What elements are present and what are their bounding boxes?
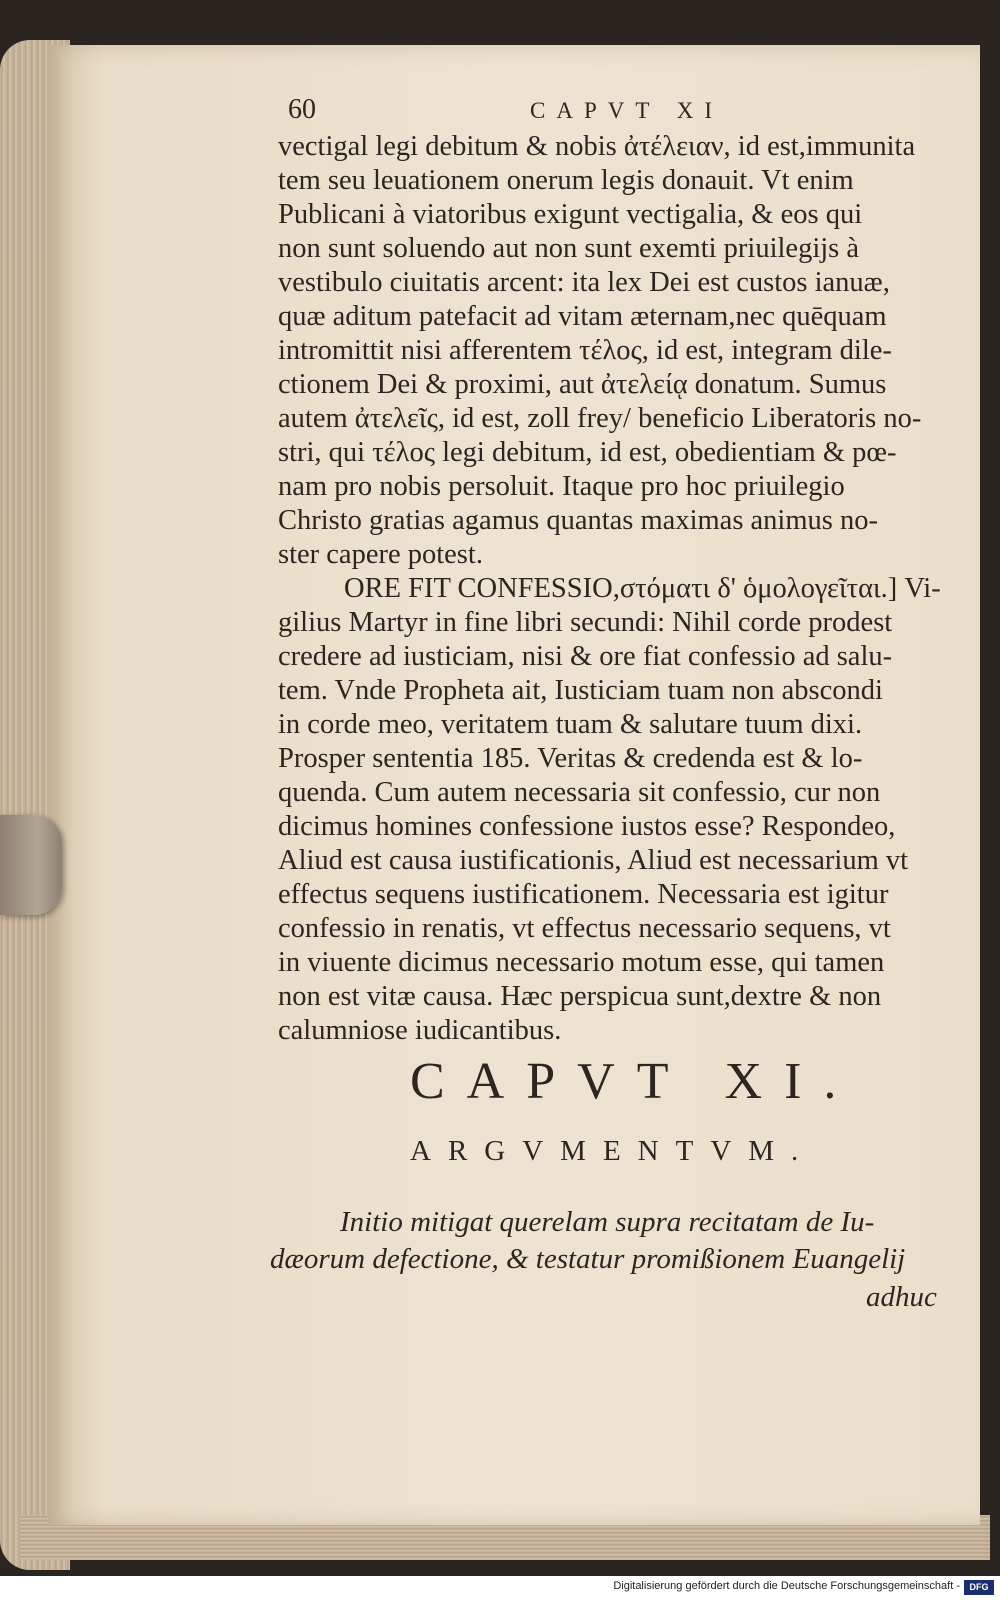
body-line: Prosper sententia 185. Veritas & credenda est & lo- (278, 743, 863, 774)
body-line: ctionem Dei & proximi, aut ἀτελείᾳ donatum. Sumus (278, 369, 887, 400)
body-line: non sunt soluendo aut non sunt exemti priuilegijs à (278, 233, 860, 264)
body-line: tem seu leuationem onerum legis donauit. Vt enim (278, 165, 854, 196)
book-clasp-strap (0, 815, 62, 915)
argument-line: Initio mitigat querelam supra recitatam de Iu- (340, 1206, 875, 1238)
body-line: non est vitæ causa. Hæc perspicua sunt,dextre & non (278, 981, 882, 1012)
argument-line: dæorum defectione, & testatur promißionem Euangelij (270, 1243, 906, 1275)
body-line: ORE FIT CONFESSIO,στόματι δ' ὁμολογεῖται.] Vi- (344, 573, 941, 604)
body-line: Aliud est causa iustificationis, Aliud est necessarium vt (278, 845, 909, 876)
body-line: quæ aditum patefacit ad vitam æternam,nec quēquam (278, 301, 887, 332)
body-line: nam pro nobis persoluit. Itaque pro hoc priuilegio (278, 471, 845, 502)
body-line: vestibulo ciuitatis arcent: ita lex Dei est custos ianuæ, (278, 267, 890, 298)
body-line: intromittit nisi afferentem τέλος, id est, integram dile- (278, 335, 892, 366)
body-line: gilius Martyr in fine libri secundi: Nihil corde prodest (278, 607, 893, 638)
body-line: in viuente dicimus necessario motum esse, qui tamen (278, 947, 885, 978)
dfg-logo: DFG (964, 1580, 994, 1595)
body-line: vectigal legi debitum & nobis ἀτέλειαν, id est,immunita (278, 131, 916, 162)
footer-bar (0, 1576, 1000, 1600)
body-line: autem ἀτελεῖς, id est, zoll frey/ beneficio Liberatoris no- (278, 403, 922, 434)
body-line: ster capere potest. (278, 539, 483, 570)
body-line: in corde meo, veritatem tuam & salutare tuum dixi. (278, 709, 863, 740)
page-number: 60 (288, 94, 316, 125)
body-line: Publicani à viatoribus exigunt vectigalia, & eos qui (278, 199, 863, 230)
body-line: calumniose iudicantibus. (278, 1015, 562, 1046)
body-text (278, 130, 941, 1048)
body-line: tem. Vnde Propheta ait, Iusticiam tuam non abscondi (278, 675, 883, 706)
body-line: Christo gratias agamus quantas maximas animus no- (278, 505, 878, 536)
funding-credit: Digitalisierung gefördert durch die Deutsche Forschungsgemeinschaft - (613, 1580, 960, 1592)
argument-heading: ARGVMENTVM. (410, 1135, 816, 1167)
chapter-heading: CAPVT XI. (410, 1053, 859, 1110)
argument-catchword: adhuc (866, 1281, 937, 1313)
body-line: confessio in renatis, vt effectus necessario sequens, vt (278, 913, 891, 944)
body-line: credere ad iusticiam, nisi & ore fiat confessio ad salu- (278, 641, 893, 672)
body-line: stri, qui τέλος legi debitum, id est, obedientiam & pœ- (278, 437, 897, 468)
body-line: quenda. Cum autem necessaria sit confessio, cur non (278, 777, 881, 808)
body-line: effectus sequens iustificationem. Necessaria est igitur (278, 879, 889, 910)
running-head: CAPVT XI (530, 98, 724, 123)
body-line: dicimus homines confessione iustos esse? Respondeo, (278, 811, 896, 842)
